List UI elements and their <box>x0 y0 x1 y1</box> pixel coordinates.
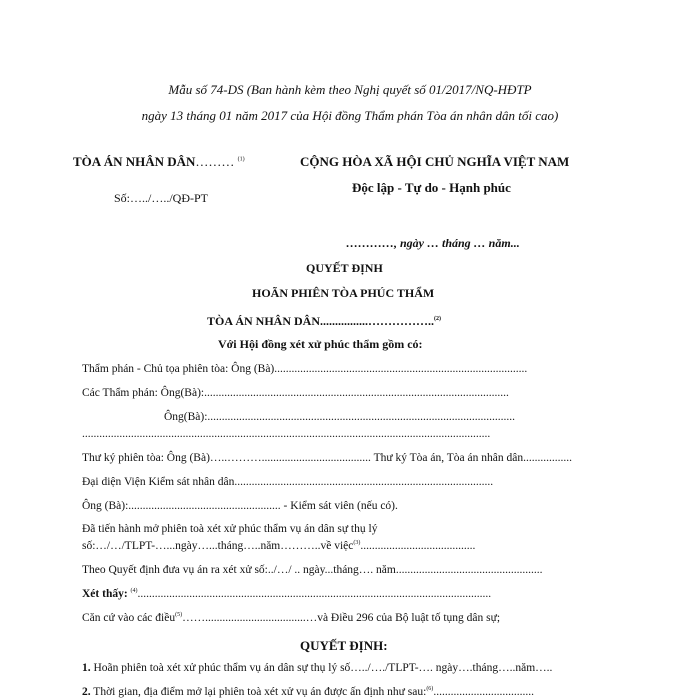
judges-line: Các Thẩm phán: Ông(Bà):.......................................................................................................... <box>82 387 509 399</box>
national-motto: Độc lập - Tự do - Hạnh phúc <box>352 180 511 195</box>
clerk-line: Thư ký phiên tòa: Ông (Bà)…..………...................................... Thư ký Tòa án, Tòa án nhân dân................. <box>82 452 572 464</box>
court-title-footnote: (2) <box>434 316 442 322</box>
case-footnote: (3) <box>353 540 361 547</box>
issue-date: …………, ngày … tháng … năm... <box>346 236 520 250</box>
legal-basis-line <box>82 612 500 624</box>
decision-number: Số:…../…../QĐ-PT <box>114 191 209 205</box>
consideration-dots: ........................................................................................................................... <box>137 588 492 600</box>
republic-heading: CỘNG HÒA XÃ HỘI CHỦ NGHĨA VIỆT NAM <box>300 154 570 169</box>
decision-item-2-footnote: (6) <box>426 686 434 693</box>
decision-item-1-text: Hoãn phiên toà xét xử phúc thẩm vụ án dân sự thụ lý số…../…./TLPT-…. ngày….tháng…..năm….. <box>93 662 553 674</box>
case-number-text: số:…/…/TLPT-…...ngày…...tháng…..năm………..về việc <box>82 540 354 552</box>
court-name: TÒA ÁN NHÂN DÂN <box>73 154 196 169</box>
decision-item-1-number: 1. <box>82 662 91 674</box>
consideration-line <box>82 588 491 600</box>
court-title: TÒA ÁN NHÂN DÂN................…………….. <box>207 314 435 328</box>
decision-heading: QUYẾT ĐỊNH: <box>300 638 388 653</box>
trial-opened-line: Đã tiến hành mở phiên toà xét xử phúc thẩm vụ án dân sự thụ lý <box>82 523 378 535</box>
legal-basis-text: Căn cứ vào các điều <box>82 612 176 624</box>
case-number-dots: ........................................ <box>360 540 476 552</box>
decision-item-1 <box>82 662 552 674</box>
blank-dots-line: .............................................................................................................................................. <box>82 428 491 440</box>
presiding-judge-line: Thẩm phán - Chủ tọa phiên tòa: Ông (Bà)........................................................................................ <box>82 363 528 375</box>
legal-basis-footnote: (5) <box>175 612 183 619</box>
trial-decision-line: Theo Quyết định đưa vụ án ra xét xử số:../…/ .. ngày...tháng…. năm................................................... <box>82 564 543 576</box>
document-title: QUYẾT ĐỊNH <box>306 261 383 275</box>
legal-basis-dots: ……...................................…và Điều 296 của Bộ luật tố tụng dân sự; <box>182 612 501 624</box>
court-dots: ……… <box>195 154 235 169</box>
case-number-line <box>82 540 475 552</box>
consideration-footnote: (4) <box>130 588 138 595</box>
form-header-line1: Mẫu số 74-DS (Ban hành kèm theo Nghị quyết số 01/2017/NQ-HĐTP <box>168 82 532 97</box>
decision-item-2 <box>82 686 534 698</box>
procuracy-line: Đại diện Viện Kiểm sát nhân dân.......................................................................................... <box>82 476 494 488</box>
court-title-line <box>207 314 441 329</box>
court-footnote: (1) <box>237 156 245 163</box>
judge-second-line: Ông(Bà):........................................................................................................... <box>164 411 516 423</box>
consideration-label: Xét thấy: <box>82 588 128 600</box>
prosecutor-line: Ông (Bà):..................................................... - Kiểm sát viên (nếu có). <box>82 500 398 512</box>
court-name-block <box>73 154 245 170</box>
form-header-line2: ngày 13 tháng 01 năm 2017 của Hội đồng Thẩm phán Tòa án nhân dân tối cao) <box>141 108 559 123</box>
decision-item-2-dots: ................................... <box>433 686 534 698</box>
decision-item-2-text: Thời gian, địa điểm mở lại phiên toà xét xử vụ án được ấn định như sau: <box>93 686 427 698</box>
panel-heading: Với Hội đồng xét xử phúc thẩm gồm có: <box>218 337 423 351</box>
document-subtitle: HOÃN PHIÊN TÒA PHÚC THẨM <box>252 286 435 300</box>
decision-item-2-number: 2. <box>82 686 91 698</box>
